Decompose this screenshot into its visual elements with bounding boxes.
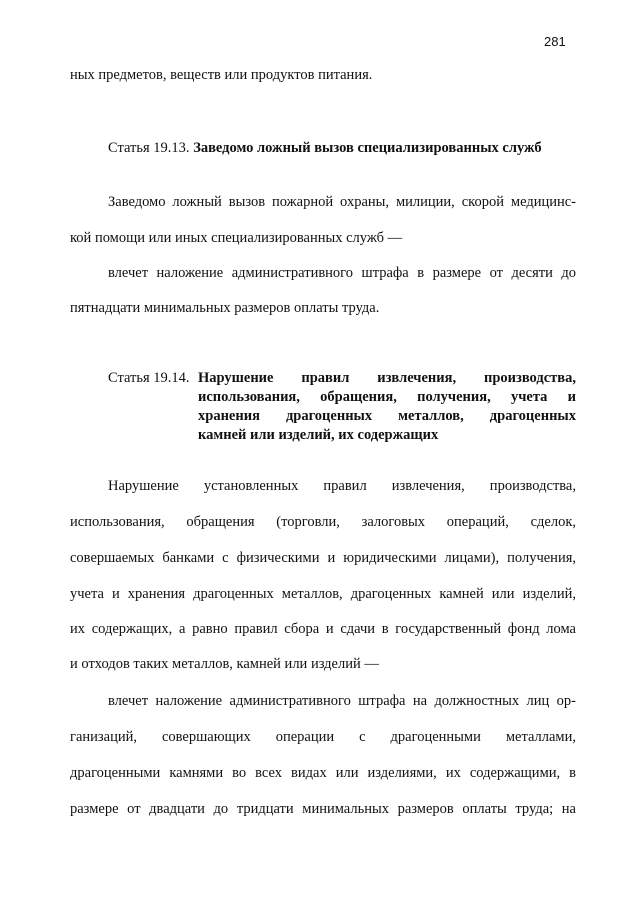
article-19-14-title-line: камней или изделий, их содержащих — [198, 427, 439, 443]
article-19-14-label-text: Статья 19.14. — [108, 370, 190, 386]
article-19-13-para2-line2: пятнадцати минимальных размеров оплаты труда. — [70, 300, 380, 316]
article-19-14-para1-line2: использования, обращения (торговли, залоговых операций, сделок, — [70, 514, 576, 530]
article-19-14-title-line: Нарушение правил извлечения, производства, — [198, 370, 576, 386]
article-19-14-para2-line1: влечет наложение административного штрафа на должностных лиц ор- — [108, 693, 576, 709]
article-19-13-title: Заведомо ложный вызов специализированных служб — [193, 140, 542, 156]
article-19-13-para2-line1: влечет наложение административного штрафа в размере от десяти до — [108, 265, 576, 281]
article-19-14-para1-line1: Нарушение установленных правил извлечения, производства, — [108, 478, 576, 494]
page-number: 281 — [544, 34, 566, 49]
article-19-13-label: Статья 19.13. — [108, 140, 190, 156]
article-19-14-para1-line6: и отходов таких металлов, камней или изделий — — [70, 656, 379, 672]
article-19-14-label — [108, 369, 190, 387]
continued-text-line: ных предметов, веществ или продуктов питания. — [70, 67, 373, 83]
article-19-14-title-line: использования, обращения, получения, учета и — [198, 389, 576, 405]
article-19-14-para1-line5: их содержащих, а равно правил сбора и сдачи в государственный фонд лома — [70, 621, 576, 637]
article-19-13-para1-line2: кой помощи или иных специализированных служб — — [70, 230, 403, 246]
article-19-14-para2-line2: ганизаций, совершающих операции с драгоценными металлами, — [70, 729, 576, 745]
article-19-14-para1-line3: совершаемых банками с физическими и юридическими лицами), получения, — [70, 550, 576, 566]
article-19-14-para1-line4: учета и хранения драгоценных металлов, драгоценных камней или изделий, — [70, 586, 576, 602]
article-19-13-para1-line1: Заведомо ложный вызов пожарной охраны, милиции, скорой медицинс- — [108, 194, 576, 210]
article-19-14-title — [198, 369, 576, 445]
article-19-14-para2-line3: драгоценными камнями во всех видах или изделиями, их содержащими, в — [70, 765, 576, 781]
article-19-13-heading — [108, 139, 542, 157]
article-19-14-title-line: хранения драгоценных металлов, драгоценных — [198, 408, 576, 424]
article-19-14-para2-line4: размере от двадцати до тридцати минимальных размеров оплаты труда; на — [70, 801, 576, 817]
